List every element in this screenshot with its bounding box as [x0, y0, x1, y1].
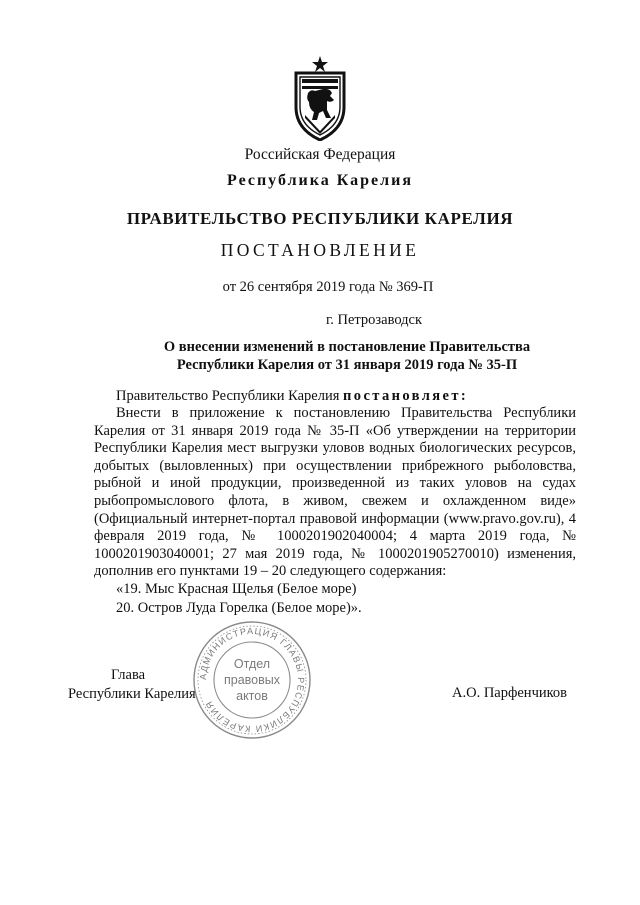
stamp-line-1: Отдел	[233, 657, 271, 671]
signatory-title-line-2: Республики Карелия	[68, 686, 196, 702]
intro-text: Правительство Республики Карелия	[116, 388, 344, 404]
authority-name: ПРАВИТЕЛЬСТВО РЕСПУБЛИКИ КАРЕЛИЯ	[126, 209, 514, 228]
document-subject	[150, 338, 544, 374]
intro-paragraph	[116, 388, 576, 406]
stamp-line-2: правовых	[224, 673, 280, 687]
signatory-title	[68, 666, 196, 704]
coat-of-arms-icon	[293, 55, 347, 141]
subject-line-1: О внесении изменений в постановление Правительства	[163, 339, 531, 355]
stamp-ring-text: АДМИНИСТРАЦИЯ ГЛАВЫ РЕСПУБЛИКИ КАРЕЛИЯ	[197, 625, 307, 735]
document-city: г. Петрозаводск	[325, 312, 423, 328]
republic-name: Республика Карелия	[227, 172, 413, 189]
signatory-title-line-1: Глава	[111, 667, 146, 683]
document-type: ПОСТАНОВЛЕНИЕ	[220, 240, 420, 260]
country-name: Российская Федерация	[244, 146, 396, 163]
document-date-number: от 26 сентября 2019 года № 369-П	[222, 279, 434, 295]
seal-stamp	[190, 618, 314, 742]
main-paragraph: Внести в приложение к постановлению Правительства Республики Карелия от 31 января 2019 года № 35-П «Об утверждении на территории Республики Карелия мест выгрузки уловов водных биологических ресурсов, добытых (выловленных) при осуществлении прибрежного рыболовства, рыбной и иной продукции, произведенной из таких уловов на судах рыбопромыслового флота, в живом, свежем и охлажденном виде» (Официальный интернет-портал правовой информации (www.pravo.gov.ru), 4 февраля 2019 года, № 1000201902040004; 4 марта 2019 года, № 1000201903040001; 27 мая 2019 года, № 1000201905270010) изменения, дополнив его пунктами 19 – 20 следующего содержания:	[94, 405, 576, 580]
subject-line-2: Республики Карелия от 31 января 2019 года № 35-П	[176, 357, 518, 373]
list-item-20: 20. Остров Луда Горелка (Белое море)».	[116, 600, 362, 616]
signatory-name: А.О. Парфенчиков	[452, 685, 568, 701]
intro-resolves: постановляет:	[343, 388, 469, 404]
stamp-line-3: актов	[236, 689, 268, 703]
list-item-19: «19. Мыс Красная Щелья (Белое море)	[116, 581, 357, 597]
